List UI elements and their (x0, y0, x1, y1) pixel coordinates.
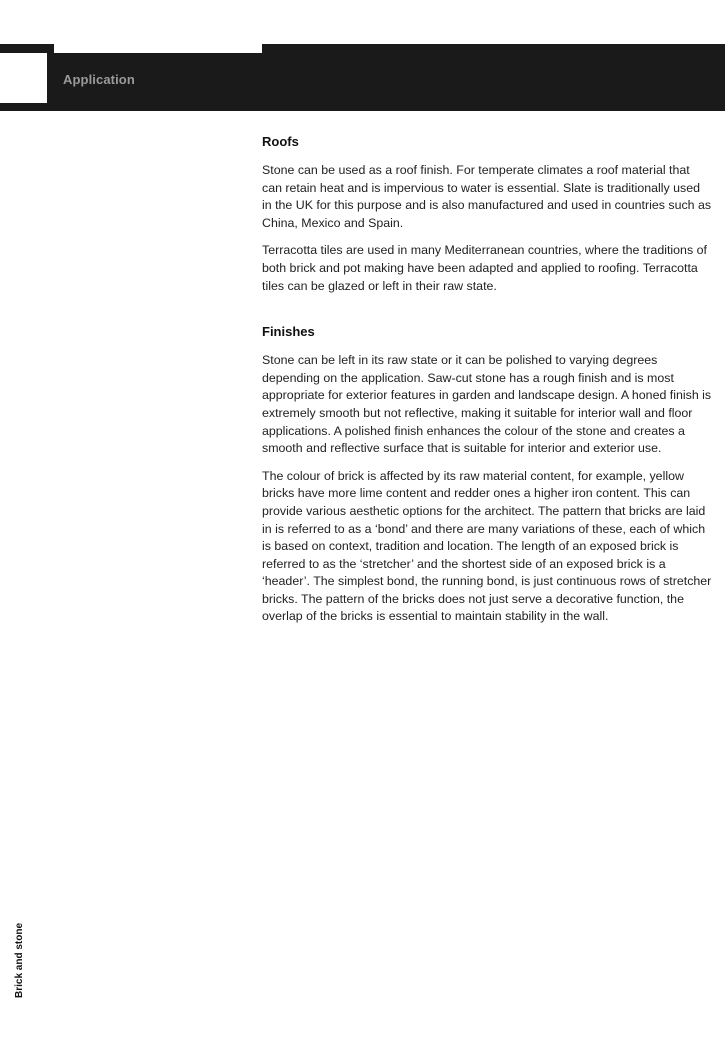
paragraph: Terracotta tiles are used in many Mediterranean countries, where the traditions of both brick and pot making have been adapted and applied to roofing. Terracotta tiles can be glazed or left in their raw state. (262, 243, 707, 293)
section-spacer (262, 305, 712, 323)
paragraph: Stone can be left in its raw state or it can be polished to varying degrees depending on the application. Saw-cut stone has a rough finish and is most appropriate for exterior features in garden and landscape design. A honed finish is extremely smooth but not reflective, making it suitable for interior wall and floor applications. A polished finish enhances the colour of the stone and creates a smooth and reflective surface that is suitable for interior and exterior use. (262, 353, 712, 456)
paragraph: The colour of brick is affected by its raw material content, for example, yellow bricks have more lime content and redder ones a higher iron content. This can provide various aesthetic options for the architect. The pattern that bricks are laid in is referred to as a ‘bond’ and there are many variations of these, each of which is based on context, tradition and location. The length of an exposed brick is referred to as the ‘stretcher’ and the shortest side of an exposed brick is a ‘header’. The simplest bond, the running bond, is just continuous rows of stretcher bricks. The pattern of the bricks does not just serve a decorative function, the overlap of the bricks is essential to maintain stability in the wall. (262, 468, 712, 624)
section-label: Application (63, 72, 135, 87)
header-notch (54, 44, 262, 53)
running-title: Brick and stone (14, 922, 25, 998)
section-heading-finishes: Finishes (262, 324, 315, 340)
section-heading-roofs: Roofs (262, 134, 299, 149)
header-tab-marker (0, 53, 47, 103)
main-content (262, 133, 712, 636)
paragraph: Stone can be used as a roof finish. For temperate climates a roof material that can retain heat and is impervious to water is essential. Slate is traditionally used in the UK for this purpose and is also manufactured and used in countries such as China, Mexico and Spain. (262, 163, 712, 230)
